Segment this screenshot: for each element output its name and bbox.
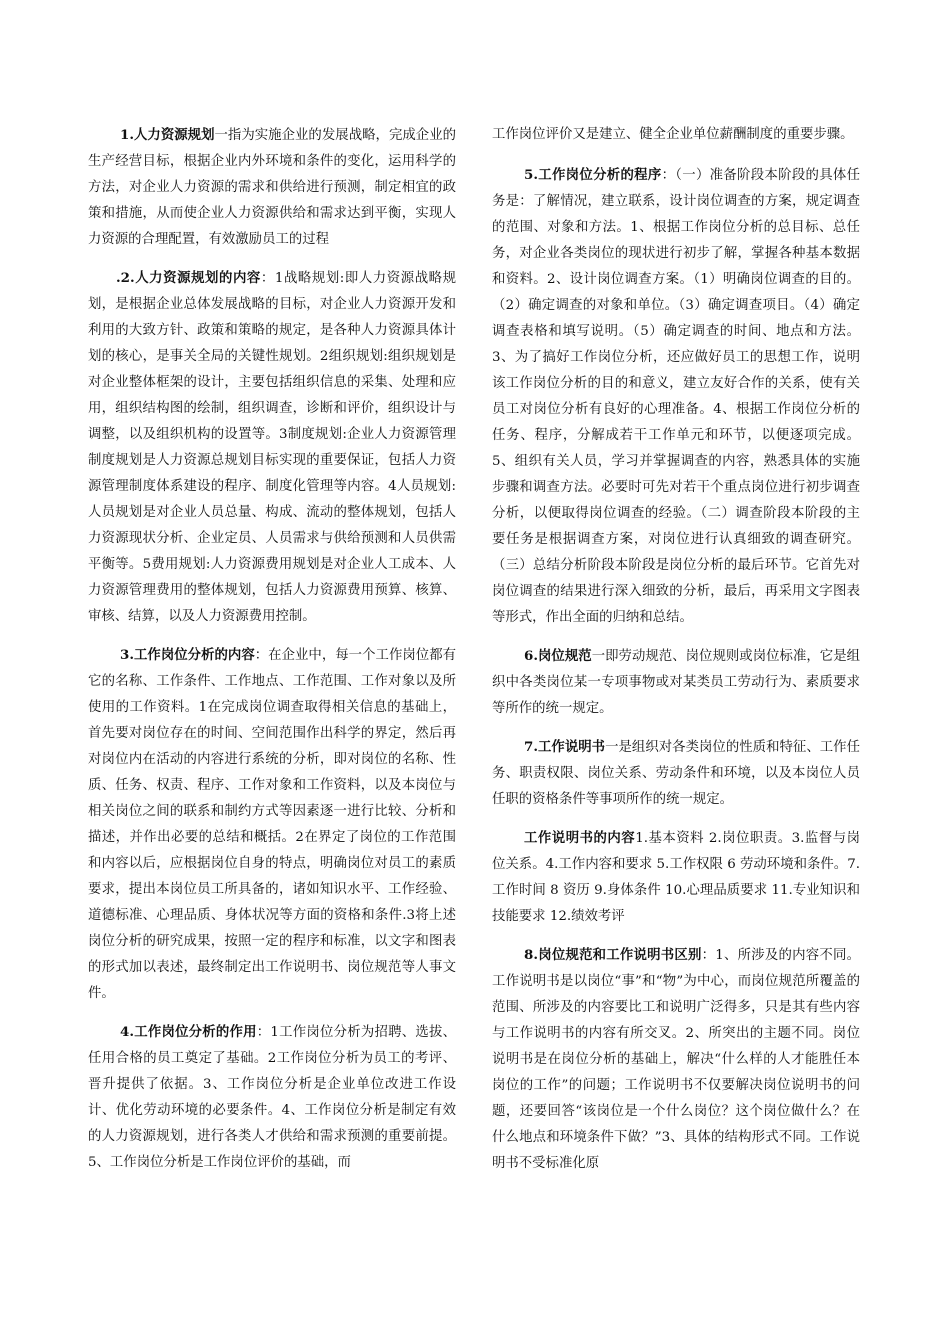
heading-job-analysis-procedure: 5.工作岗位分析的程序 — [524, 167, 662, 183]
body-job-description: 一是组织对各类岗位的性质和特征、工作任务、职责权限、岗位关系、劳动条件和环境，以及本岗位人员任职的资格条件等事项所作的统一规定。 — [492, 740, 860, 807]
paragraph-job-analysis-content — [88, 642, 456, 1007]
heading-hr-planning: 1.人力资源规划 — [120, 127, 215, 143]
paragraph-job-description-content — [492, 825, 860, 930]
body-job-analysis-content: ：在企业中，每一个工作岗位都有它的名称、工作条件、工作地点、工作范围、工作对象以及所使用的工作资料。1在完成岗位调查取得相关信息的基础上，首先要对岗位存在的时间、空间范围作出科学的界定，然后再对岗位内在活动的内容进行系统的分析，即对岗位的名称、性质、任务、权责、程序、工作对象和工作资料，以及本岗位与相关岗位之间的联系和制约方式等因素逐一进行比较、分析和描述，并作出必要的总结和概括。2在界定了岗位的工作范围和内容以后，应根据岗位自身的特点，明确岗位对员工的素质要求，提出本岗位员工所具备的，诸如知识水平、工作经验、道德标准、心理品质、身体状况等方面的资格和条件.3将上述岗位分析的研究成果，按照一定的程序和标准，以文字和图表的形式加以表述，最终制定出工作说明书、岗位规范等人事文件。 — [88, 648, 456, 1001]
paragraph-hr-planning — [88, 122, 456, 253]
body-job-analysis-procedure: ：（一）准备阶段本阶段的具体任务是：了解情况，建立联系，设计岗位调查的方案，规定调查的范围、对象和方法。1、根据工作岗位分析的总目标、总任务，对企业各类岗位的现状进行初步了解，掌握各种基本数据和资料。2、设计岗位调查方案。（1）明确岗位调查的目的。（2）确定调查的对象和单位。（3）确定调查项目。（4）确定调查表格和填写说明。（5）确定调查的时间、地点和方法。3、为了搞好工作岗位分析，还应做好员工的思想工作，说明该工作岗位分析的目的和意义，建立友好合作的关系，使有关员工对岗位分析有良好的心理准备。4、根据工作岗位分析的任务、程序，分解成若干工作单元和环节，以便逐项完成。5、组织有关人员，学习并掌握调查的内容，熟悉具体的实施步骤和调查方法。必要时可先对若干个重点岗位进行初步调查分析，以便取得岗位调查的经验。（二）调查阶段本阶段的主要任务是根据调查方案，对岗位进行认真细致的调查研究。（三）总结分析阶段本阶段是岗位分析的最后环节。它首先对岗位调查的结果进行深入细致的分析，最后，再采用文字图表等形式，作出全面的归纳和总结。 — [492, 168, 860, 625]
paragraph-continuation — [492, 122, 860, 148]
body-job-analysis-role: ：1工作岗位分析为招聘、选拔、任用合格的员工奠定了基础。2工作岗位分析为员工的考评、晋升提供了依据。3、工作岗位分析是企业单位改进工作设计、优化劳动环境的必要条件。4、工作岗位分析是制定有效的人力资源规划，进行各类人才供给和需求预测的重要前提。5、工作岗位分析是工作岗位评价的基础，而 — [88, 1025, 456, 1170]
heading-job-analysis-role: 4.工作岗位分析的作用 — [120, 1024, 257, 1040]
body-hr-planning: 一指为实施企业的发展战略，完成企业的生产经营目标，根据企业内外环境和条件的变化，运用科学的方法，对企业人力资源的需求和供给进行预测，制定相宜的政策和措施，从而使企业人力资源供给和需求达到平衡，实现人力资源的合理配置，有效激励员工的过程 — [88, 128, 456, 247]
heading-job-norms: 6.岗位规范 — [524, 648, 592, 664]
paragraph-job-norms — [492, 643, 860, 722]
body-job-description-content: 1.基本资料 2.岗位职责。3.监督与岗位关系。4.工作内容和要求 5.工作权限 6 劳动环境和条件。7.工作时间 8 资历 9.身体条件 10.心理品质要求 11.专业知识和技能要求 12.绩效考评 — [492, 831, 861, 924]
right-column — [492, 122, 860, 1189]
heading-job-description-content: 工作说明书的内容 — [524, 830, 636, 846]
heading-hr-planning-content: .2.人力资源规划的内容 — [116, 270, 261, 286]
body-job-norms: 一即劳动规范、岗位规则或岗位标准，它是组织中各类岗位某一专项事物或对某类员工劳动行为、素质要求等所作的统一规定。 — [492, 649, 861, 716]
paragraph-job-analysis-procedure — [492, 162, 860, 631]
left-column — [88, 122, 456, 1188]
body-norms-vs-description: ：1、所涉及的内容不同。工作说明书是以岗位“事”和“物”为中心，而岗位规范所覆盖的范围、所涉及的内容要比工和说明广泛得多，只是其有些内容与工作说明书的内容有所交叉。2、所突出的主题不同。岗位说明书是在岗位分析的基础上，解决“什么样的人才能胜任本岗位的工作”的问题；工作说明书不仅要解决岗位说明书的问题，还要回答“该岗位是一个什么岗位？这个岗位做什么？在什么地点和环境条件下做？”3、具体的结构形式不同。工作说明书不受标准化原 — [492, 948, 860, 1171]
paragraph-job-description — [492, 734, 860, 813]
paragraph-hr-planning-content — [88, 265, 456, 630]
heading-norms-vs-description: 8.岗位规范和工作说明书区别 — [524, 947, 702, 963]
body-continuation: 工作岗位评价又是建立、健全企业单位薪酬制度的重要步骤。 — [492, 127, 854, 142]
heading-job-description: 7.工作说明书 — [524, 739, 606, 755]
body-hr-planning-content: ：1战略规划:即人力资源战略规划，是根据企业总体发展战略的目标，对企业人力资源开发和利用的大致方针、政策和策略的规定，是各种人力资源具体计划的核心，是事关全局的关键性规划。2组织规划:组织规划是对企业整体框架的设计，主要包括组织信息的采集、处理和应用，组织结构图的绘制，组织调查，诊断和评价，组织设计与调整，以及组织机构的设置等。3制度规划:企业人力资源管理制度规划是人力资源总规划目标实现的重要保证，包括人力资源管理制度体系建设的程序、制度化管理等内容。4人员规划:人员规划是对企业人员总量、构成、流动的整体规划，包括人力资源现状分析、企业定员、人员需求与供给预测和人员供需平衡等。5费用规划:人力资源费用规划是对企业人工成本、人力资源管理费用的整体规划，包括人力资源费用预算、核算、审核、结算，以及人力资源费用控制。 — [88, 271, 457, 624]
paragraph-job-analysis-role — [88, 1019, 456, 1176]
paragraph-norms-vs-description — [492, 942, 860, 1177]
heading-job-analysis-content: 3.工作岗位分析的内容 — [120, 647, 255, 663]
